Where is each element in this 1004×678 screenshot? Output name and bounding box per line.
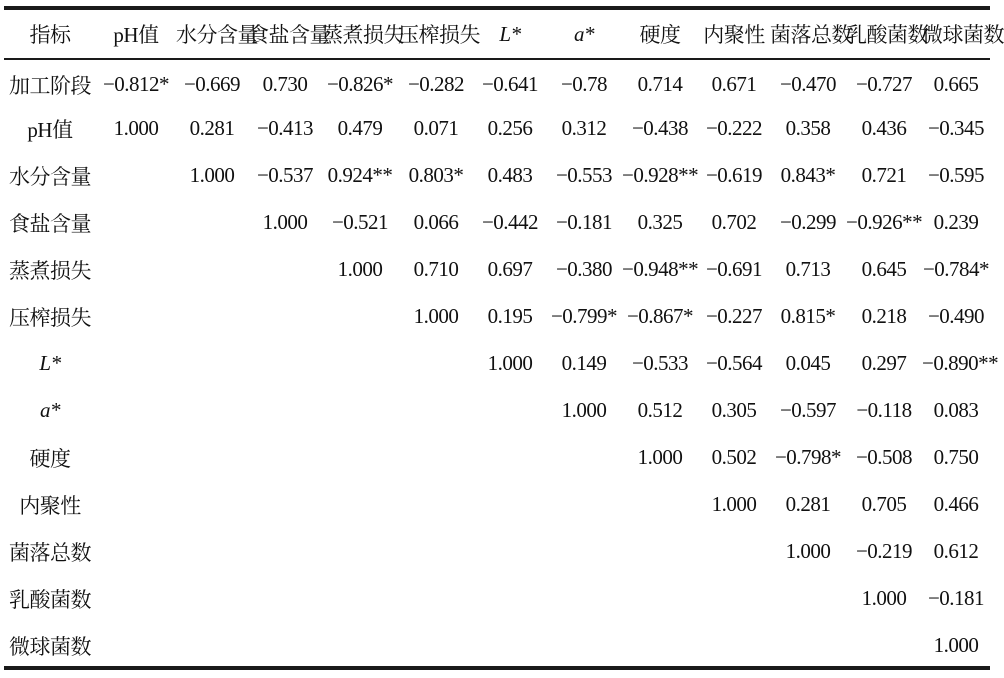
row-label-cell: 水分含量 xyxy=(9,164,91,189)
row-label-cell: 硬度 xyxy=(29,446,71,471)
table-row xyxy=(4,105,990,152)
table-cell xyxy=(248,528,322,575)
table-cell: −0.521 xyxy=(331,210,389,234)
table-cell: 0.702 xyxy=(711,210,757,234)
table-cell xyxy=(846,622,922,669)
table-cell xyxy=(248,293,322,340)
table-cell: −0.299 xyxy=(779,210,837,234)
table-cell: 0.714 xyxy=(637,72,683,96)
table-cell: −0.948** xyxy=(622,257,699,281)
table-cell: 0.479 xyxy=(337,116,383,140)
table-cell: −0.553 xyxy=(555,163,613,187)
header-cell-moisture: 水分含量 xyxy=(176,23,258,47)
table-cell xyxy=(322,387,398,434)
table-cell: 0.612 xyxy=(933,539,979,563)
table-cell: 1.000 xyxy=(189,163,235,187)
table-cell: 1.000 xyxy=(637,445,683,469)
table-cell: −0.227 xyxy=(705,304,763,328)
table-cell xyxy=(474,575,546,622)
table-row xyxy=(4,199,990,246)
table-cell xyxy=(248,387,322,434)
table-cell xyxy=(248,340,322,387)
table-cell: 1.000 xyxy=(487,351,533,375)
table-cell xyxy=(248,575,322,622)
table-cell: 0.697 xyxy=(487,257,533,281)
table-cell: 0.843* xyxy=(780,163,836,187)
table-cell xyxy=(96,246,176,293)
table-cell xyxy=(322,622,398,669)
table-cell xyxy=(398,528,474,575)
table-cell: 1.000 xyxy=(337,257,383,281)
table-cell: −0.619 xyxy=(705,163,763,187)
table-cell xyxy=(176,387,248,434)
table-cell xyxy=(96,622,176,669)
table-cell xyxy=(176,246,248,293)
table-cell xyxy=(176,528,248,575)
table-cell xyxy=(96,481,176,528)
table-cell xyxy=(248,434,322,481)
table-cell xyxy=(398,622,474,669)
table-cell: −0.118 xyxy=(856,398,912,422)
table-cell xyxy=(176,481,248,528)
table-cell xyxy=(176,199,248,246)
table-cell xyxy=(176,293,248,340)
table-cell: 0.066 xyxy=(413,210,459,234)
table-row xyxy=(4,387,990,434)
table-cell: −0.669 xyxy=(183,72,241,96)
table-cell: 0.149 xyxy=(561,351,607,375)
table-cell: 0.645 xyxy=(861,257,907,281)
table-cell: 0.239 xyxy=(933,210,979,234)
table-cell xyxy=(398,434,474,481)
table-cell xyxy=(96,434,176,481)
header-cell-total-colony: 菌落总数 xyxy=(770,23,852,47)
table-cell: 0.325 xyxy=(637,210,683,234)
table-cell: −0.470 xyxy=(779,72,837,96)
table-cell xyxy=(248,622,322,669)
table-cell xyxy=(398,481,474,528)
table-cell xyxy=(176,622,248,669)
table-cell: 0.297 xyxy=(861,351,907,375)
table-cell: −0.564 xyxy=(705,351,763,375)
table-cell: 0.750 xyxy=(933,445,979,469)
table-cell: 1.000 xyxy=(262,210,308,234)
table-cell: −0.799* xyxy=(550,304,618,328)
table-cell: −0.890** xyxy=(922,351,999,375)
row-label-cell: 食盐含量 xyxy=(9,211,91,236)
table-cell xyxy=(622,575,698,622)
table-cell: 0.281 xyxy=(785,492,831,516)
table-cell xyxy=(546,622,622,669)
table-cell: −0.533 xyxy=(631,351,689,375)
row-label-cell: 压榨损失 xyxy=(9,305,91,330)
table-cell: 0.483 xyxy=(487,163,533,187)
table-cell xyxy=(398,575,474,622)
table-cell xyxy=(96,387,176,434)
table-cell: 0.924** xyxy=(327,163,393,187)
table-cell: 0.466 xyxy=(933,492,979,516)
table-cell: −0.219 xyxy=(855,539,913,563)
table-cell: −0.380 xyxy=(555,257,613,281)
table-cell xyxy=(622,481,698,528)
row-label-cell: 乳酸菌数 xyxy=(9,587,91,612)
table-cell: 0.803* xyxy=(408,163,464,187)
table-cell: 0.730 xyxy=(262,72,308,96)
row-label-cell: L* xyxy=(39,351,61,375)
table-cell: 0.218 xyxy=(861,304,907,328)
table-cell xyxy=(474,434,546,481)
row-label-cell: 菌落总数 xyxy=(9,540,91,565)
header-cell-lactic-acid-bacteria: 乳酸菌数 xyxy=(846,23,928,47)
header-cell-lightness: L* xyxy=(499,21,521,46)
table-cell: −0.691 xyxy=(705,257,763,281)
table-body xyxy=(4,58,999,669)
table-cell xyxy=(96,528,176,575)
row-label-cell: 内聚性 xyxy=(19,493,81,518)
table-cell: −0.181 xyxy=(555,210,613,234)
table-cell xyxy=(96,199,176,246)
table-cell xyxy=(322,575,398,622)
table-cell: 0.512 xyxy=(637,398,683,422)
table-cell xyxy=(176,340,248,387)
table-cell xyxy=(398,340,474,387)
table-cell: 0.312 xyxy=(561,116,607,140)
table-row xyxy=(4,340,990,387)
table-cell: 0.671 xyxy=(711,72,757,96)
table-cell: 0.713 xyxy=(785,257,831,281)
table-cell xyxy=(322,528,398,575)
table-cell: 1.000 xyxy=(861,586,907,610)
row-label-cell: pH值 xyxy=(27,117,73,142)
table-cell: −0.928** xyxy=(622,163,699,187)
table-cell: 0.256 xyxy=(487,116,533,140)
table-cell: −0.508 xyxy=(855,445,913,469)
table-cell xyxy=(698,575,770,622)
row-label-cell: 蒸煮损失 xyxy=(9,258,91,283)
table-cell xyxy=(96,293,176,340)
table-cell xyxy=(474,528,546,575)
table-cell xyxy=(474,481,546,528)
table-cell: 1.000 xyxy=(785,539,831,563)
table-cell xyxy=(546,481,622,528)
table-cell xyxy=(176,434,248,481)
table-header-row xyxy=(4,10,990,58)
table-cell: 1.000 xyxy=(413,304,459,328)
table-cell xyxy=(96,575,176,622)
table-cell: −0.438 xyxy=(631,116,689,140)
table-cell: 1.000 xyxy=(711,492,757,516)
table-cell xyxy=(698,622,770,669)
table-cell xyxy=(322,434,398,481)
table-cell: −0.727 xyxy=(855,72,913,96)
table-cell xyxy=(546,575,622,622)
table-cell xyxy=(398,387,474,434)
header-cell-redness: a* xyxy=(574,21,594,46)
row-label-cell: a* xyxy=(40,398,60,422)
table-cell: 0.358 xyxy=(785,116,831,140)
table-cell xyxy=(176,575,248,622)
table-cell xyxy=(322,293,398,340)
table-cell: 0.071 xyxy=(413,116,459,140)
table-cell xyxy=(248,481,322,528)
table-cell xyxy=(622,622,698,669)
table-cell: 0.281 xyxy=(189,116,235,140)
table-cell: −0.282 xyxy=(407,72,465,96)
header-cell-hardness: 硬度 xyxy=(639,23,681,47)
table-cell: 0.815* xyxy=(780,304,836,328)
table-cell: −0.442 xyxy=(481,210,539,234)
table-cell: 0.436 xyxy=(861,116,907,140)
table-cell xyxy=(322,481,398,528)
table-cell xyxy=(248,246,322,293)
table-cell: 0.665 xyxy=(933,72,979,96)
table-cell: 0.195 xyxy=(487,304,533,328)
table-cell: 0.502 xyxy=(711,445,757,469)
table-cell: 1.000 xyxy=(113,116,159,140)
table-cell: 0.305 xyxy=(711,398,757,422)
table-row xyxy=(4,528,990,575)
table-cell xyxy=(474,622,546,669)
table-cell: −0.926** xyxy=(846,210,923,234)
table-cell xyxy=(622,528,698,575)
row-label-cell: 加工阶段 xyxy=(9,73,91,98)
table-cell: −0.222 xyxy=(705,116,763,140)
table-cell: 0.045 xyxy=(785,351,831,375)
table-row xyxy=(4,481,990,528)
table-row xyxy=(4,434,990,481)
table-cell xyxy=(770,622,846,669)
table-cell: 0.083 xyxy=(933,398,979,422)
table-cell: −0.784* xyxy=(922,257,990,281)
table-cell: −0.181 xyxy=(927,586,985,610)
table-cell: −0.345 xyxy=(927,116,985,140)
header-cell-cohesiveness: 内聚性 xyxy=(703,23,765,47)
header-cell-ph: pH值 xyxy=(113,23,159,47)
table-cell: −0.812* xyxy=(102,72,170,96)
header-cell-indicator: 指标 xyxy=(29,23,71,47)
row-label-cell: 微球菌数 xyxy=(9,634,91,659)
table-cell: −0.826* xyxy=(326,72,394,96)
table-cell xyxy=(474,387,546,434)
table-cell: 1.000 xyxy=(561,398,607,422)
header-cell-salt: 食盐含量 xyxy=(248,23,330,47)
table-row xyxy=(4,622,990,669)
table-cell: −0.798* xyxy=(774,445,842,469)
table-row xyxy=(4,575,990,622)
table-cell xyxy=(546,528,622,575)
table-cell: 1.000 xyxy=(933,633,979,657)
table-cell xyxy=(322,340,398,387)
table-cell: −0.595 xyxy=(927,163,985,187)
table-cell: −0.490 xyxy=(927,304,985,328)
header-cell-press-loss: 压榨损失 xyxy=(398,23,480,47)
correlation-table xyxy=(4,10,1004,669)
table-cell: −0.597 xyxy=(779,398,837,422)
table-row xyxy=(4,246,990,293)
table-cell: 0.710 xyxy=(413,257,459,281)
table-cell: 0.705 xyxy=(861,492,907,516)
table-cell: −0.641 xyxy=(481,72,539,96)
table-cell: −0.537 xyxy=(256,163,314,187)
table-cell xyxy=(546,434,622,481)
header-cell-micrococcus: 微球菌数 xyxy=(922,23,1004,47)
table-cell: −0.413 xyxy=(256,116,314,140)
table-cell: 0.721 xyxy=(861,163,907,187)
table-cell: −0.78 xyxy=(560,72,608,96)
table-cell xyxy=(770,575,846,622)
table-row xyxy=(4,293,990,340)
table-cell: −0.867* xyxy=(626,304,694,328)
table-cell xyxy=(96,340,176,387)
table-row xyxy=(4,58,990,105)
header-cell-cooking-loss: 蒸煮损失 xyxy=(322,23,404,47)
table-cell xyxy=(96,152,176,199)
table-row xyxy=(4,152,990,199)
table-cell xyxy=(698,528,770,575)
